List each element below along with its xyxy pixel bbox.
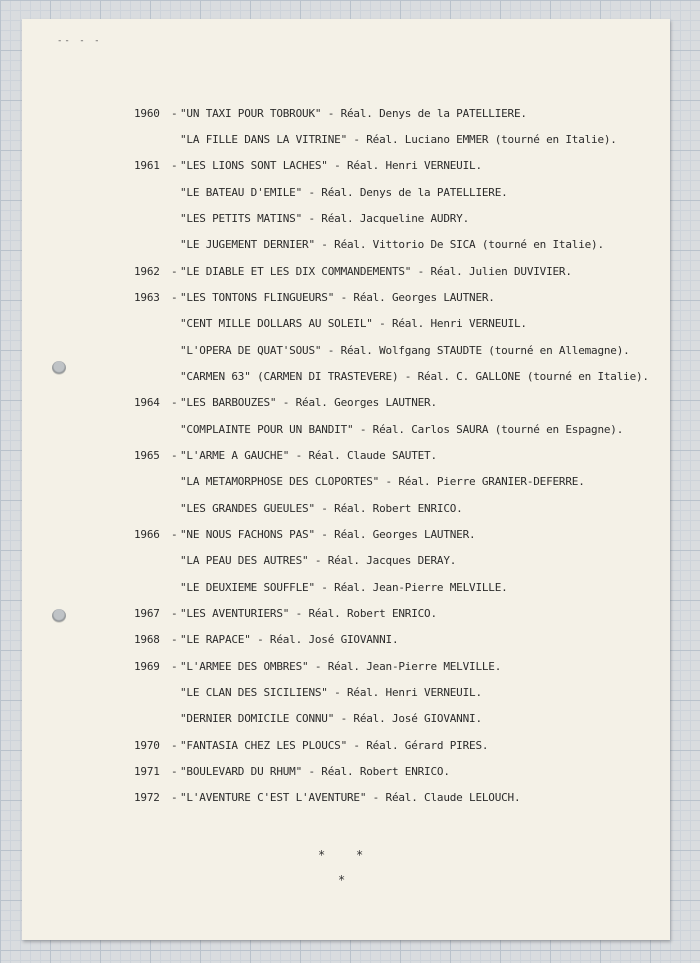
film-title-director: "COMPLAINTE POUR UN BANDIT" - Réal. Carlos SAURA (tourné en Espagne). bbox=[180, 423, 624, 436]
film-entry bbox=[22, 238, 670, 258]
film-title-director: "DERNIER DOMICILE CONNU" - Réal. José GIOVANNI. bbox=[180, 712, 482, 725]
film-year: 1964 bbox=[134, 396, 160, 409]
film-entry bbox=[22, 739, 670, 759]
film-year: 1965 bbox=[134, 449, 160, 462]
film-entry bbox=[22, 186, 670, 206]
film-title-director: "CENT MILLE DOLLARS AU SOLEIL" - Réal. Henri VERNEUIL. bbox=[180, 317, 527, 330]
film-entry bbox=[22, 502, 670, 522]
film-entry bbox=[22, 449, 670, 469]
year-dash: - bbox=[171, 633, 178, 646]
typewritten-page bbox=[22, 19, 670, 940]
film-title-director: "LA METAMORPHOSE DES CLOPORTES" - Réal. Pierre GRANIER-DEFERRE. bbox=[180, 475, 585, 488]
film-title-director: "LES GRANDES GUEULES" - Réal. Robert ENRICO. bbox=[180, 502, 463, 515]
film-title-director: "L'OPERA DE QUAT'SOUS" - Réal. Wolfgang STAUDTE (tourné en Allemagne). bbox=[180, 344, 630, 357]
film-entry bbox=[22, 423, 670, 443]
film-title-director: "LE JUGEMENT DERNIER" - Réal. Vittorio De SICA (tourné en Italie). bbox=[180, 238, 604, 251]
year-dash: - bbox=[171, 765, 178, 778]
film-entry bbox=[22, 291, 670, 311]
end-asterisk: * bbox=[338, 873, 346, 887]
year-dash: - bbox=[171, 396, 178, 409]
film-year: 1961 bbox=[134, 159, 160, 172]
year-dash: - bbox=[171, 107, 178, 120]
film-title-director: "L'ARMEE DES OMBRES" - Réal. Jean-Pierre MELVILLE. bbox=[180, 660, 502, 673]
film-entry bbox=[22, 791, 670, 811]
film-title-director: "LES TONTONS FLINGUEURS" - Réal. Georges LAUTNER. bbox=[180, 291, 495, 304]
film-entry bbox=[22, 660, 670, 680]
year-dash: - bbox=[171, 449, 178, 462]
film-entry bbox=[22, 107, 670, 127]
film-entry bbox=[22, 528, 670, 548]
film-entry bbox=[22, 370, 670, 390]
film-entry bbox=[22, 212, 670, 232]
year-dash: - bbox=[171, 660, 178, 673]
film-year: 1969 bbox=[134, 660, 160, 673]
film-year: 1972 bbox=[134, 791, 160, 804]
film-entry bbox=[22, 265, 670, 285]
year-dash: - bbox=[171, 159, 178, 172]
year-dash: - bbox=[171, 607, 178, 620]
film-title-director: "LE RAPACE" - Réal. José GIOVANNI. bbox=[180, 633, 399, 646]
film-entry bbox=[22, 475, 670, 495]
film-entry bbox=[22, 686, 670, 706]
film-year: 1968 bbox=[134, 633, 160, 646]
film-entry bbox=[22, 607, 670, 627]
film-title-director: "FANTASIA CHEZ LES PLOUCS" - Réal. Gérard PIRES. bbox=[180, 739, 489, 752]
year-dash: - bbox=[171, 791, 178, 804]
film-year: 1967 bbox=[134, 607, 160, 620]
film-title-director: "LA PEAU DES AUTRES" - Réal. Jacques DERAY. bbox=[180, 554, 457, 567]
film-year: 1971 bbox=[134, 765, 160, 778]
film-title-director: "L'AVENTURE C'EST L'AVENTURE" - Réal. Claude LELOUCH. bbox=[180, 791, 521, 804]
film-year: 1960 bbox=[134, 107, 160, 120]
film-title-director: "LE BATEAU D'EMILE" - Réal. Denys de la PATELLIERE. bbox=[180, 186, 508, 199]
film-entry bbox=[22, 159, 670, 179]
year-dash: - bbox=[171, 528, 178, 541]
film-title-director: "LES PETITS MATINS" - Réal. Jacqueline AUDRY. bbox=[180, 212, 470, 225]
film-entry bbox=[22, 633, 670, 653]
film-title-director: "LES AVENTURIERS" - Réal. Robert ENRICO. bbox=[180, 607, 437, 620]
end-asterisk: * bbox=[318, 848, 326, 862]
film-title-director: "BOULEVARD DU RHUM" - Réal. Robert ENRICO. bbox=[180, 765, 450, 778]
film-title-director: "L'ARME A GAUCHE" - Réal. Claude SAUTET. bbox=[180, 449, 437, 462]
film-title-director: "UN TAXI POUR TOBROUK" - Réal. Denys de la PATELLIERE. bbox=[180, 107, 527, 120]
film-entry bbox=[22, 396, 670, 416]
film-title-director: "LE DIABLE ET LES DIX COMMANDEMENTS" - Réal. Julien DUVIVIER. bbox=[180, 265, 572, 278]
year-dash: - bbox=[171, 291, 178, 304]
film-title-director: "LE DEUXIEME SOUFFLE" - Réal. Jean-Pierre MELVILLE. bbox=[180, 581, 508, 594]
film-entry bbox=[22, 133, 670, 153]
film-year: 1970 bbox=[134, 739, 160, 752]
header-mark: -- - - bbox=[57, 36, 102, 46]
film-title-director: "LES BARBOUZES" - Réal. Georges LAUTNER. bbox=[180, 396, 437, 409]
end-asterisk: * bbox=[356, 848, 364, 862]
film-year: 1966 bbox=[134, 528, 160, 541]
film-title-director: "NE NOUS FACHONS PAS" - Réal. Georges LAUTNER. bbox=[180, 528, 476, 541]
film-entry bbox=[22, 712, 670, 732]
film-entry bbox=[22, 765, 670, 785]
film-title-director: "CARMEN 63" (CARMEN DI TRASTEVERE) - Réal. C. GALLONE (tourné en Italie). bbox=[180, 370, 649, 383]
film-title-director: "LES LIONS SONT LACHES" - Réal. Henri VERNEUIL. bbox=[180, 159, 482, 172]
film-entry bbox=[22, 554, 670, 574]
year-dash: - bbox=[171, 265, 178, 278]
film-entry bbox=[22, 344, 670, 364]
film-title-director: "LE CLAN DES SICILIENS" - Réal. Henri VERNEUIL. bbox=[180, 686, 482, 699]
film-year: 1963 bbox=[134, 291, 160, 304]
film-title-director: "LA FILLE DANS LA VITRINE" - Réal. Luciano EMMER (tourné en Italie). bbox=[180, 133, 617, 146]
film-entry bbox=[22, 581, 670, 601]
film-year: 1962 bbox=[134, 265, 160, 278]
film-entry bbox=[22, 317, 670, 337]
year-dash: - bbox=[171, 739, 178, 752]
